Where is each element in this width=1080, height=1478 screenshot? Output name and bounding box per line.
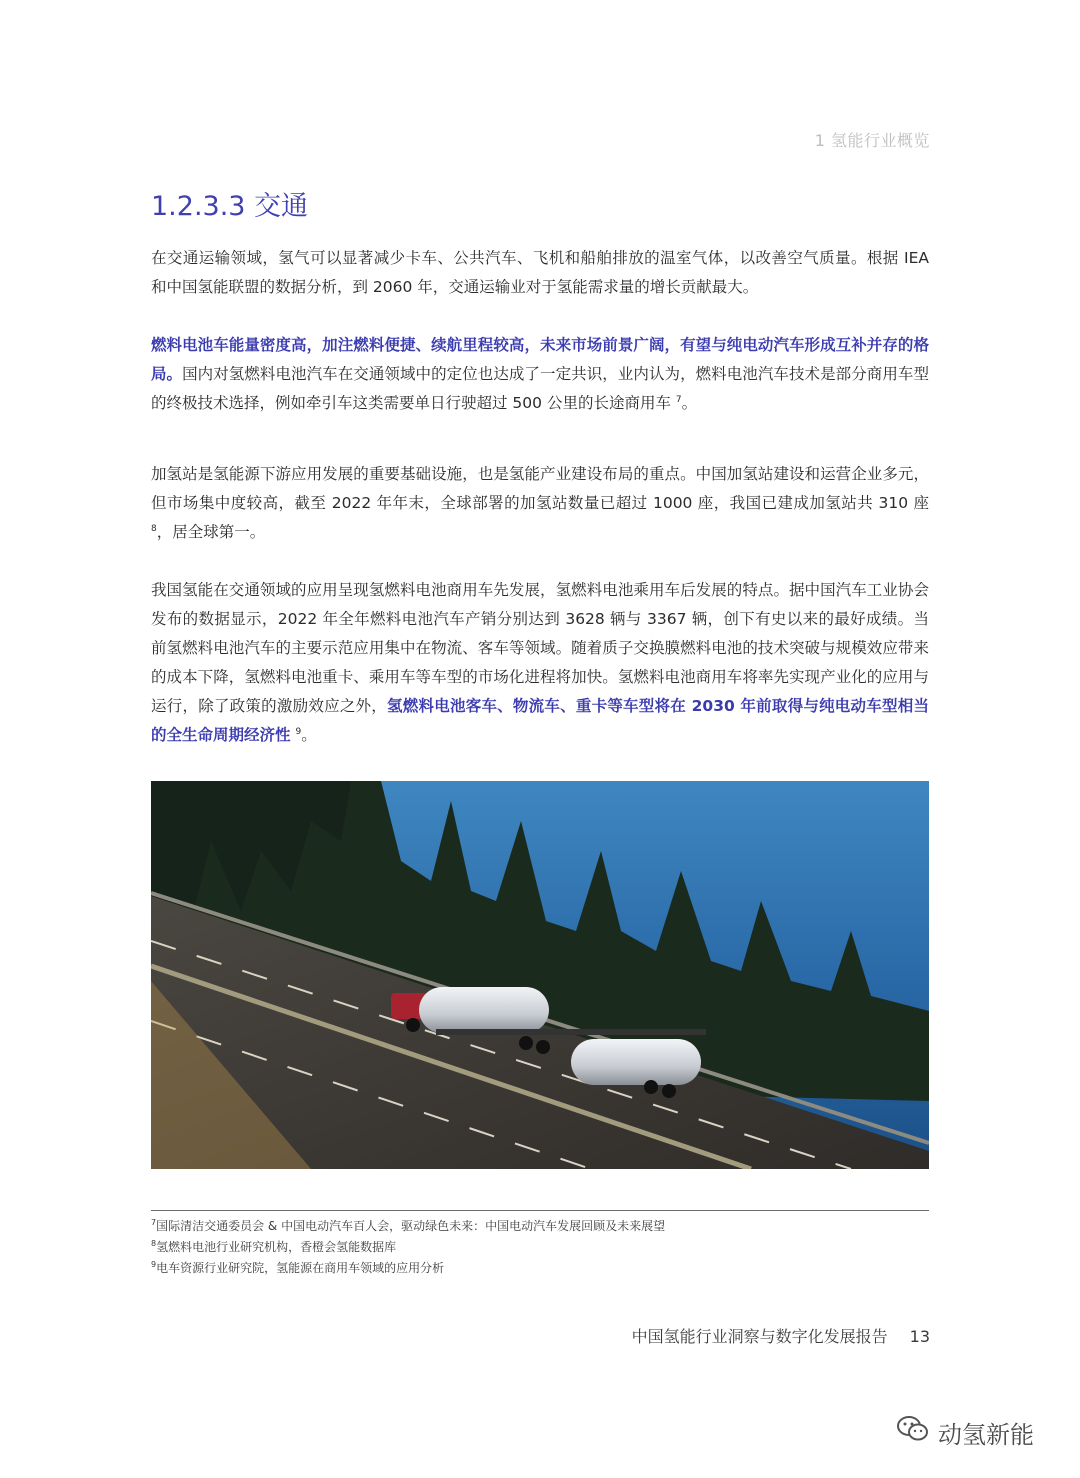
highlight-text: 氢燃料电池客车、物流车、重卡等车型将在 2030 年前取得与纯电动车型相当的全生命周期经济性	[151, 697, 929, 744]
paragraph-text: 。	[681, 394, 698, 412]
paragraph-text: 我国氢能在交通领域的应用呈现氢燃料电池商用车先发展，氢燃料电池乘用车后发展的特点。据中国汽车工业协会发布的数据显示，2022 年全年燃料电池汽车产销分别达到 3628 辆与 3367 辆，创下有史以来的最好成绩。当前氢燃料电池汽车的主要示范应用集中在物流、客车等领域。随着质子交换膜燃料电池的技术突破与规模效应带来的成本下降，氢燃料电池重卡、乘用车等车型的市场化进程将加快。氢燃料电池商用车将率先实现产业化的应用与运行，除了政策的激励效应之外，	[151, 581, 929, 715]
footnote-8: $^8$氢燃料电池行业研究机构，香橙会氢能数据库	[151, 1239, 397, 1254]
paragraph-transport-intro: 在交通运输领域，氢气可以显著减少卡车、公共汽车、飞机和船舶排放的温室气体，以改善空气质量。根据 IEA 和中国氢能联盟的数据分析，到 2060 年，交通运输业对于氢能需求量的增长贡献最大。	[151, 249, 929, 296]
footnote-ref: 9	[295, 726, 302, 737]
paragraph-hydrogen-stations	[151, 460, 929, 547]
paragraph-text: ，居全球第一。	[156, 523, 266, 541]
wechat-icon	[896, 1414, 930, 1450]
highlight-text: 燃料电池车能量密度高，加注燃料便捷、续航里程较高，未来市场前景广阔，有望与纯电动汽车形成互补并存的格局。	[151, 336, 929, 383]
photo-hydrogen-tanker-truck	[151, 781, 929, 1169]
footnote-ref: 8	[151, 523, 157, 534]
footnote-divider	[151, 1210, 929, 1211]
report-title: 中国氢能行业洞察与数字化发展报告	[631, 1327, 888, 1346]
paragraph-text: 加氢站是氢能源下游应用发展的重要基础设施，也是氢能产业建设布局的重点。中国加氢站建设和运营企业多元，但市场集中度较高，截至 2022 年年末，全球部署的加氢站数量已超过 1000 座，我国已建成加氢站共 310 座	[151, 465, 929, 512]
paragraph-text: 。	[301, 726, 317, 744]
page-number: 13	[909, 1327, 930, 1346]
paragraph-commercial-vehicles	[151, 576, 929, 750]
footnote-ref: 7	[675, 394, 682, 405]
section-title: 1.2.3.3 交通	[151, 191, 309, 222]
paragraph-text: 国内对氢燃料电池汽车在交通领域中的定位也达成了一定共识，业内认为，燃料电池汽车技术是部分商用车型的终极技术选择，例如牵引车这类需要单日行驶超过 500 公里的长途商用车	[151, 365, 929, 412]
footnotes	[151, 1216, 929, 1279]
paragraph-fuel-cell-vehicles	[151, 331, 929, 418]
watermark	[896, 1414, 1034, 1450]
running-header: 1 氢能行业概览	[814, 131, 930, 150]
footnote-9: $^9$电车资源行业研究院，氢能源在商用车领域的应用分析	[151, 1260, 445, 1275]
page-footer	[632, 1324, 930, 1347]
footnote-7: $^7$国际清洁交通委员会 & 中国电动汽车百人会，驱动绿色未来：中国电动汽车发展回顾及未来展望	[151, 1218, 666, 1233]
watermark-text: 动氢新能	[938, 1420, 1034, 1449]
